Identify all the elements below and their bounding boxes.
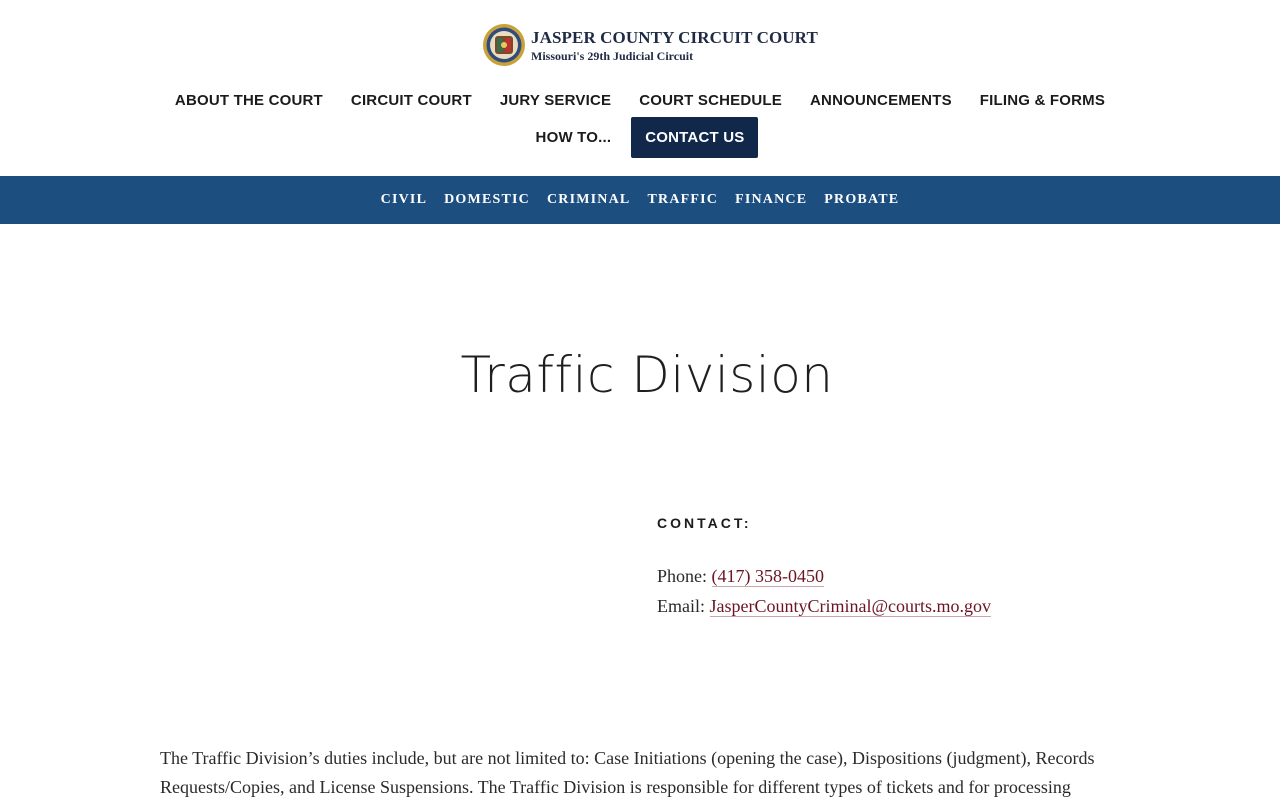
site-logo[interactable] [482, 22, 818, 68]
division-domestic[interactable]: DOMESTIC [444, 192, 530, 207]
nav-about-the-court[interactable]: ABOUT THE COURT [174, 92, 323, 109]
contact-us-button[interactable]: CONTACT US [631, 117, 758, 158]
site-header [0, 0, 1280, 176]
nav-announcements[interactable]: ANNOUNCEMENTS [810, 92, 952, 109]
nav-jury-service[interactable]: JURY SERVICE [499, 92, 612, 109]
division-civil[interactable]: CIVIL [380, 192, 428, 207]
logo-title: JASPER COUNTY CIRCUIT COURT [531, 27, 818, 47]
email-line [657, 591, 991, 621]
division-traffic[interactable]: TRAFFIC [647, 192, 719, 207]
main-nav [0, 84, 1280, 117]
division-criminal[interactable]: CRIMINAL [546, 192, 631, 207]
logo-subtitle: Missouri's 29th Judicial Circuit [531, 48, 694, 63]
nav-how-to[interactable]: HOW TO... [535, 129, 612, 146]
missouri-seal-icon [482, 23, 526, 67]
phone-link[interactable]: (417) 358-0450 [711, 566, 824, 586]
contact-heading: CONTACT: [657, 515, 752, 531]
main-nav-row-2 [0, 117, 1280, 158]
nav-filing-and-forms[interactable]: FILING & FORMS [979, 92, 1106, 109]
division-probate[interactable]: PROBATE [824, 192, 900, 207]
nav-court-schedule[interactable]: COURT SCHEDULE [639, 92, 782, 109]
phone-line [657, 561, 991, 591]
division-nav [0, 176, 1280, 224]
email-label: Email: [657, 596, 705, 616]
nav-circuit-court[interactable]: CIRCUIT COURT [350, 92, 472, 109]
phone-label: Phone: [657, 566, 708, 586]
division-finance[interactable]: FINANCE [735, 192, 808, 207]
contact-block [657, 515, 991, 621]
page-title: Traffic Division [460, 346, 834, 404]
email-link[interactable]: JasperCountyCriminal@courts.mo.gov [709, 596, 992, 616]
division-description: The Traffic Division’s duties include, but are not limited to: Case Initiations (opening the case), Dispositions (judgment), Records Requests/Copies, and License Suspensions. The Traffic Division is responsible for different types of tickets and for processing [160, 748, 1095, 797]
